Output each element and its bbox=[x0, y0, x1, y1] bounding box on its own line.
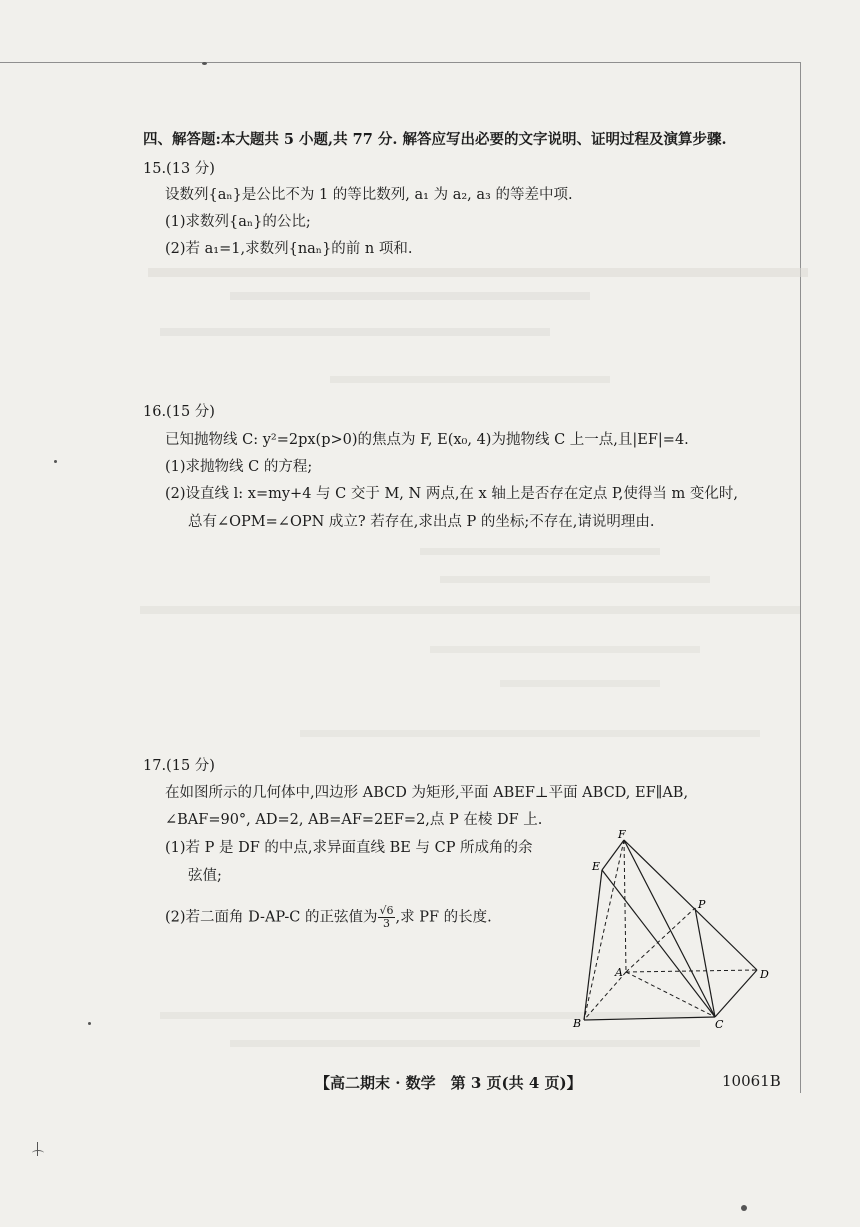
fraction-denominator: 3 bbox=[382, 917, 390, 930]
label-D: D bbox=[760, 968, 769, 981]
q16-part2-line2: 总有∠OPM=∠OPN 成立? 若存在,求出点 P 的坐标;不存在,请说明理由. bbox=[188, 514, 655, 530]
section-header: 四、解答题:本大题共 5 小题,共 77 分. 解答应写出必要的文字说明、证明过程及演算步骤. bbox=[143, 131, 727, 148]
q15-part2: (2)若 a₁=1,求数列{naₙ}的前 n 项和. bbox=[165, 241, 413, 257]
fraction-numerator: √6 bbox=[379, 904, 394, 917]
q16-part1: (1)求抛物线 C 的方程; bbox=[165, 459, 313, 475]
scan-speck bbox=[202, 62, 207, 65]
edge-AC-hidden bbox=[626, 972, 715, 1017]
label-E: E bbox=[592, 860, 601, 873]
q15-stem: 设数列{aₙ}是公比不为 1 的等比数列, a₁ 为 a₂, a₃ 的等差中项. bbox=[165, 187, 573, 203]
binding-mark bbox=[32, 1142, 44, 1156]
edge-EB bbox=[584, 870, 602, 1020]
edge-CD bbox=[715, 970, 757, 1017]
q17-stem-line1: 在如图所示的几何体中,四边形 ABCD 为矩形,平面 ABEF⊥平面 ABCD, EF∥AB, bbox=[165, 785, 689, 801]
footer-title: 【高二期末 · 数学 第 3 页(共 4 页)】 bbox=[315, 1074, 582, 1092]
geometry-figure bbox=[570, 830, 775, 1030]
q17-number: 17.(15 分) bbox=[143, 758, 215, 774]
q17-part1-line2: 弦值; bbox=[188, 868, 222, 884]
sine-value-fraction bbox=[378, 905, 394, 930]
label-P: P bbox=[698, 898, 706, 911]
edge-FD bbox=[624, 840, 757, 970]
edge-FC bbox=[624, 840, 715, 1017]
label-C: C bbox=[715, 1018, 724, 1030]
edge-BC bbox=[584, 1017, 715, 1020]
q17-part1-line1: (1)若 P 是 DF 的中点,求异面直线 BE 与 CP 所成角的余 bbox=[165, 840, 533, 856]
q16-number: 16.(15 分) bbox=[143, 404, 215, 420]
edge-EC bbox=[602, 870, 715, 1017]
q17-part2-pre: (2)若二面角 D-AP-C 的正弦值为 bbox=[165, 909, 378, 926]
scan-speck bbox=[88, 1022, 91, 1025]
edge-AP-hidden bbox=[626, 908, 695, 972]
label-F: F bbox=[618, 830, 626, 841]
label-A: A bbox=[615, 966, 623, 979]
q17-part2-post: ,求 PF 的长度. bbox=[395, 909, 492, 926]
q17-part2 bbox=[165, 905, 492, 930]
edge-FA-hidden bbox=[624, 840, 626, 972]
footer-code: 10061B bbox=[722, 1072, 781, 1090]
edge-PC bbox=[695, 908, 715, 1017]
q15-part1: (1)求数列{aₙ}的公比; bbox=[165, 214, 311, 230]
scan-speck bbox=[54, 460, 57, 463]
scan-speck bbox=[741, 1205, 747, 1211]
q17-stem-line2: ∠BAF=90°, AD=2, AB=AF=2EF=2,点 P 在棱 DF 上. bbox=[165, 812, 543, 828]
edge-AB-hidden bbox=[584, 972, 626, 1020]
q16-stem: 已知抛物线 C: y²=2px(p>0)的焦点为 F, E(x₀, 4)为抛物线 C 上一点,且|EF|=4. bbox=[165, 432, 689, 448]
q15-number: 15.(13 分) bbox=[143, 161, 215, 177]
q16-part2-line1: (2)设直线 l: x=my+4 与 C 交于 M, N 两点,在 x 轴上是否存在定点 P,使得当 m 变化时, bbox=[165, 486, 738, 502]
label-B: B bbox=[573, 1017, 582, 1030]
